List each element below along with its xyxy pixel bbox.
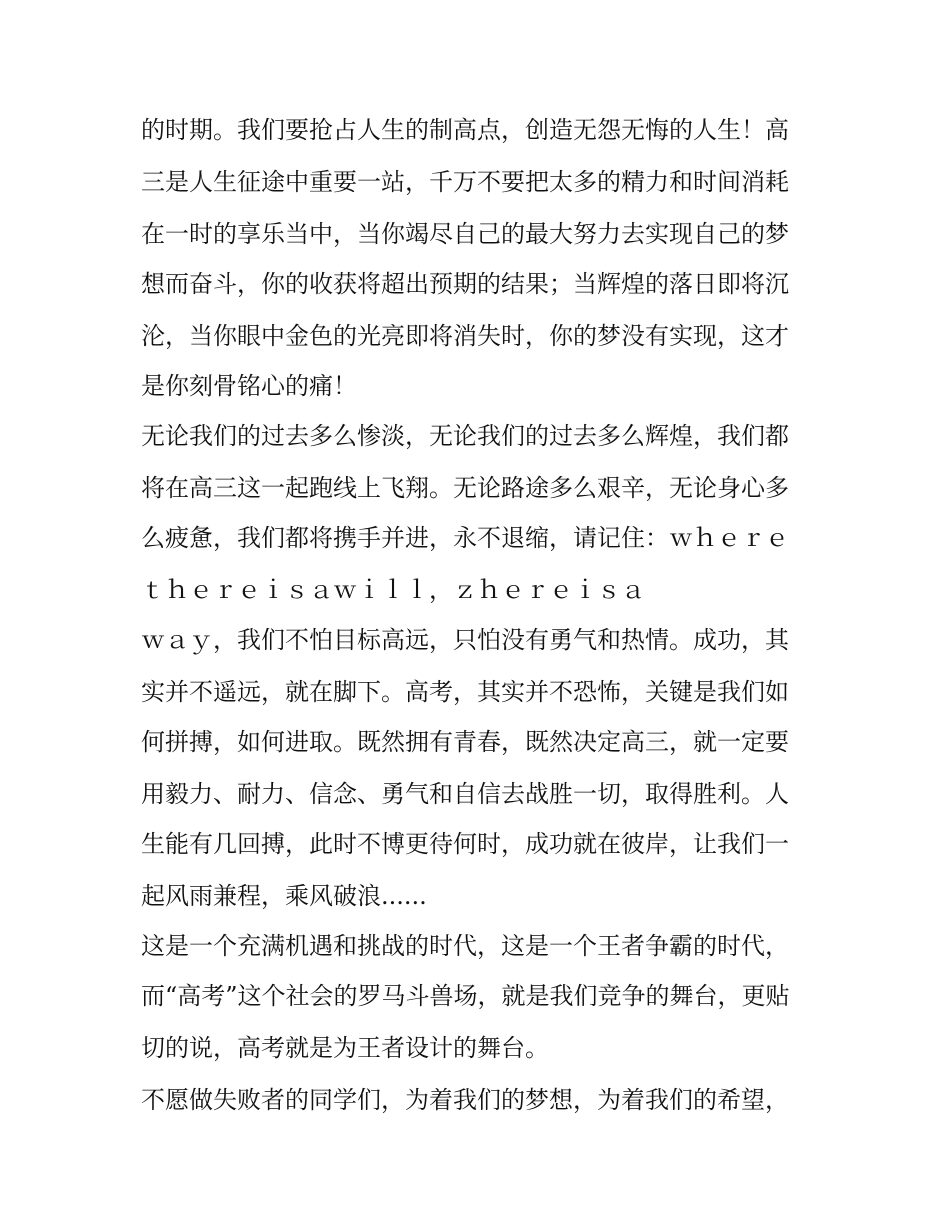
text-line: 沦，当你眼中金色的光亮即将消失时，你的梦没有实现，这才 — [141, 322, 789, 350]
text-line: 生能有几回搏，此时不博更待何时，成功就在彼岸，让我们一 — [141, 830, 789, 858]
text-line: 而“高考”这个社会的罗马斗兽场，就是我们竞争的舞台，更贴 — [141, 982, 790, 1010]
text-line: 实并不遥远，就在脚下。高考，其实并不恐怖，关键是我们如 — [141, 678, 789, 706]
text-line: 的时期。我们要抢占人生的制高点，创造无怨无悔的人生！高 — [141, 116, 789, 144]
text-line: 无论我们的过去多么惨淡，无论我们的过去多么辉煌，我们都 — [141, 422, 789, 450]
text-line: ｗａｙ，我们不怕目标高远，只怕没有勇气和热情。成功，其 — [141, 626, 789, 654]
text-line: 想而奋斗，你的收获将超出预期的结果；当辉煌的落日即将沉 — [141, 270, 789, 298]
text-line: 是你刻骨铭心的痛！ — [141, 372, 357, 400]
text-line: 么疲惫，我们都将携手并进，永不退缩，请记住：ｗｈｅｒｅ — [141, 524, 789, 552]
text-line: 用毅力、耐力、信念、勇气和自信去战胜一切，取得胜利。人 — [141, 780, 789, 808]
text-line: 起风雨兼程，乘风破浪...... — [141, 882, 427, 910]
text-line: 切的说，高考就是为王者设计的舞台。 — [141, 1034, 549, 1062]
text-line: 在一时的享乐当中，当你竭尽自己的最大努力去实现自己的梦 — [141, 220, 789, 248]
text-line: 不愿做失败者的同学们，为着我们的梦想，为着我们的希望， — [141, 1086, 789, 1114]
text-line: 将在高三这一起跑线上飞翔。无论路途多么艰辛，无论身心多 — [141, 474, 789, 502]
text-line: ｔｈｅｒｅｉｓａｗｉｌｌ，ｚｈｅｒｅｉｓａ — [141, 576, 645, 604]
text-line: 三是人生征途中重要一站，千万不要把太多的精力和时间消耗 — [141, 168, 789, 196]
text-line: 何拼搏，如何进取。既然拥有青春，既然决定高三，就一定要 — [141, 728, 789, 756]
text-line: 这是一个充满机遇和挑战的时代，这是一个王者争霸的时代， — [141, 932, 789, 960]
